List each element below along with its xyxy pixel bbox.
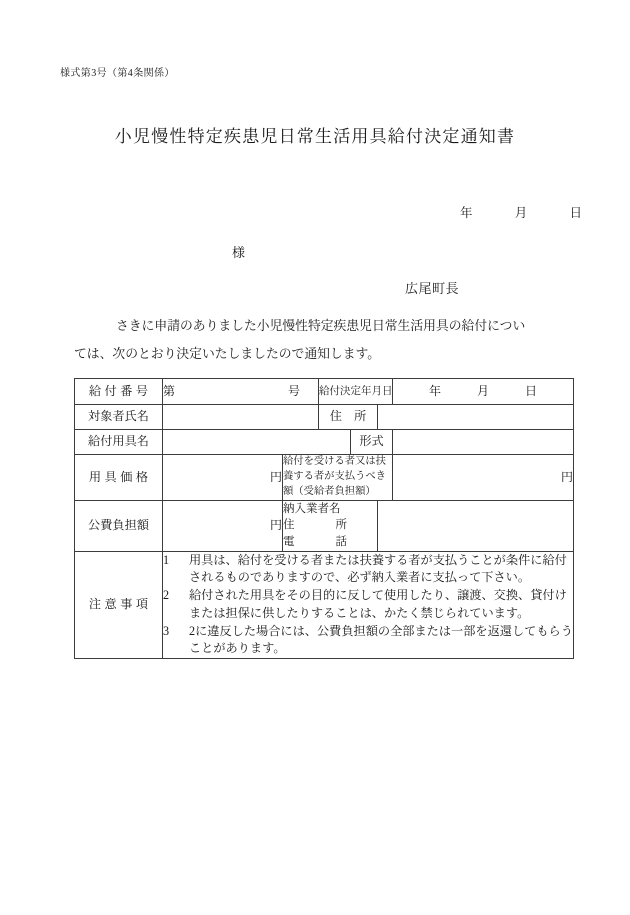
notes-label: 注意事項	[75, 551, 163, 658]
issuer-name: 広尾町長	[405, 281, 460, 296]
benefit-number-suffix: 号	[288, 383, 301, 398]
note-item	[163, 552, 573, 587]
recipient-burden-unit: 円	[561, 469, 574, 484]
public-burden-unit: 円	[269, 518, 282, 533]
equipment-name-label: 給付用具名	[75, 430, 163, 455]
table-row-public-burden	[75, 500, 574, 551]
decision-date-field[interactable]	[393, 379, 574, 405]
addressee-honorific: 様	[232, 245, 246, 260]
public-burden-field[interactable]	[163, 500, 283, 551]
supplier-phone-label-b: 話	[335, 536, 347, 549]
decision-date-day: 日	[525, 383, 538, 398]
note-item	[163, 623, 573, 658]
equipment-price-label: 用具価格	[75, 455, 163, 501]
table-row-equipment	[75, 430, 574, 455]
date-year-label: 年	[459, 206, 473, 220]
document-title: 小児慢性特定疾患児日常生活用具給付決定通知書	[114, 127, 516, 146]
body-paragraph	[74, 312, 574, 368]
note-item-text: 2に違反した場合には、公費負担額の全部または一部を返還してもらうことがあります。	[189, 623, 573, 656]
recipient-name-label: 対象者氏名	[75, 405, 163, 430]
recipient-burden-label-line1: 給付を受ける者又は扶	[283, 456, 386, 467]
supplier-phone-label-a: 電	[283, 536, 295, 549]
recipient-burden-label-line2: 養する者が支払うべき	[283, 470, 386, 482]
supplier-phone-label	[283, 534, 377, 551]
form-number: 様式第3号（第4条関係）	[60, 68, 175, 79]
benefit-number-prefix: 第	[163, 383, 176, 398]
equipment-price-unit: 円	[269, 469, 282, 484]
recipient-burden-field[interactable]	[393, 455, 574, 501]
note-item-text: 給付された用具をその目的に反して使用したり、譲渡、交換、貸付けまたは担保に供したりすることは、かたく禁じられています。	[189, 588, 567, 620]
supplier-labels	[283, 500, 378, 551]
decision-date-label: 給付決定年月日	[319, 379, 393, 405]
decision-date-month: 月	[477, 383, 490, 398]
date-day-label: 日	[569, 206, 582, 220]
recipient-address-label: 住 所	[319, 405, 378, 430]
note-item-number: 1	[163, 552, 170, 567]
equipment-price-field[interactable]	[163, 455, 283, 501]
table-row-price	[75, 455, 574, 501]
recipient-address-field[interactable]	[378, 405, 574, 430]
decision-date-year: 年	[429, 383, 442, 398]
note-item	[163, 587, 573, 622]
equipment-name-field[interactable]	[163, 430, 351, 455]
supplier-info-field[interactable]	[378, 500, 574, 551]
benefit-number-field[interactable]	[163, 379, 319, 405]
note-item-text: 用具は、給付を受ける者または扶養する者が支払うことが条件に給付されるものでありますので、必ず納入業者に支払って下さい。	[189, 552, 567, 585]
table-row-recipient	[75, 405, 574, 430]
table-row-notes	[75, 551, 574, 658]
supplier-name-label: 納入業者名	[283, 502, 341, 515]
note-item-number: 2	[163, 588, 170, 603]
benefit-number-label: 給付番号	[75, 379, 163, 405]
recipient-burden-label	[283, 455, 393, 501]
date-month-label: 月	[514, 206, 528, 220]
recipient-burden-label-line3: 額（受給者負担額）	[283, 485, 376, 497]
notes-content	[163, 551, 574, 658]
note-item-number: 3	[163, 623, 170, 638]
table-row-benefit-number	[75, 379, 574, 405]
supplier-address-label-b: 所	[335, 519, 347, 532]
issue-date-line	[460, 203, 582, 221]
public-burden-label: 公費負担額	[75, 500, 163, 551]
equipment-type-field[interactable]	[393, 430, 574, 455]
body-line-2: ては、次のとおり決定いたしましたので通知します。	[74, 347, 381, 361]
recipient-name-field[interactable]	[163, 405, 319, 430]
equipment-type-label: 形式	[351, 430, 393, 455]
supplier-address-label-a: 住	[283, 519, 295, 532]
body-line-1: さきに申請のありました小児慢性特定疾患児日常生活用具の給付につい	[116, 319, 526, 333]
benefit-decision-table	[74, 378, 574, 659]
supplier-address-label	[283, 517, 377, 534]
